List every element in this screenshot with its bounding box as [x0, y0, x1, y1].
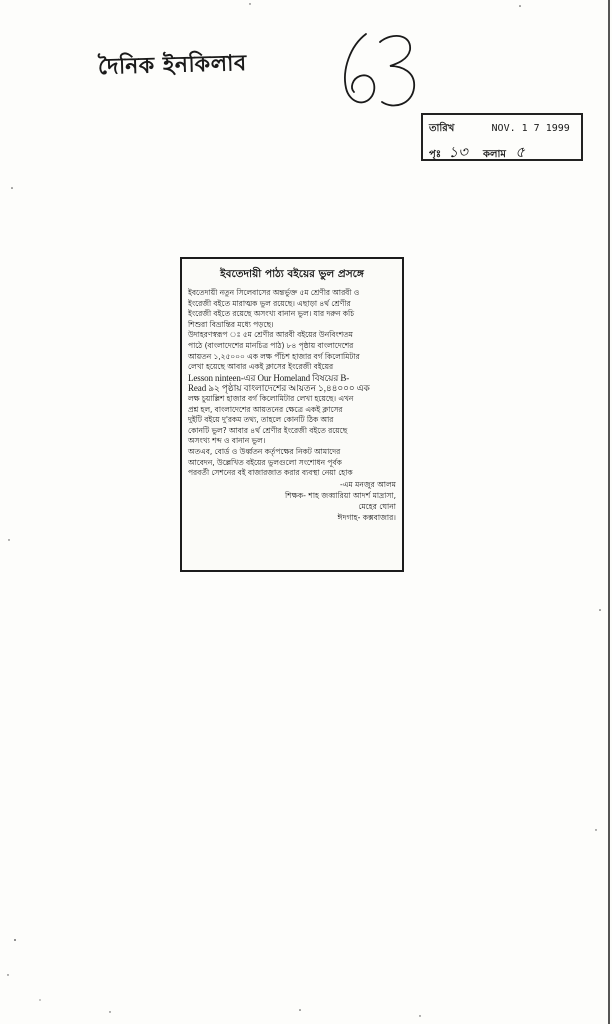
article-line: লেখা হয়েছে আবার একই ক্লাসের ইংরেজী বইয়ের: [188, 362, 334, 372]
article-line: প্রশ্ন হল, বাংলাদেশের আয়তনের ক্ষেত্রে একই ক্লাসের: [188, 404, 343, 414]
stamp-date: NOV. 1 7 1999: [491, 123, 570, 134]
article-line: Lesson ninteen-এর Our Homeland বিষয়ের B-: [188, 372, 350, 383]
article-line: ইবতেদায়ী নতুন সিলেবাসের অন্তর্ভুক্ত ৫ম শ্রেণীর আরবী ও: [188, 288, 360, 297]
article-line: Read ৯২ পৃষ্ঠায় বাংলাদেশের আয়তন ১,৪৪০০০ এক: [188, 383, 370, 394]
article-line: অসংখ্য শব্দ ও বানান ভুল।: [188, 436, 266, 446]
signature-line: মেহের ঘোনা: [358, 501, 396, 511]
signature-line: ঈদগাহ- কক্সবাজার।: [337, 512, 396, 522]
signature-line: শিক্ষক- শাহ জব্বারিয়া আদর্শ মাদ্রাসা,: [285, 490, 396, 500]
stamp-page-label: পৃঃ: [429, 149, 442, 160]
article-line: পরবর্তী সেশনের বই বাজারজাত করার ব্যবস্থা নেয়া হোক: [188, 468, 353, 478]
article-line: কোনটি ভুল? আবার ৪র্থ শ্রেণীর ইংরেজী বইতে রয়েছে: [188, 425, 348, 435]
article-line: পাঠে (বাংলাদেশের মানচিত্র পাঠ) ৮৪ পৃষ্ঠায় বাংলাদেশের: [188, 340, 354, 350]
newspaper-masthead: দৈনিক ইনকিলাব: [97, 50, 247, 80]
article-line: ইংরেজী বইতে রয়েছে অসংখ্য বানান ভুল। যার দরুন কচি: [188, 309, 355, 319]
article-line: দুইটি বইয়ে দু'রকম তথ্য, তাহলে কোনটি ঠিক আর: [188, 415, 334, 425]
article-line: ইংরেজী বইতে মারাত্মক ভুল রয়েছে। এছাড়া ৪র্থ শ্রেণীর: [188, 298, 351, 308]
article-line: আবেদন, উল্লেখিত বইয়ের ভুলগুলো সংশোধন পূর্বক: [188, 457, 342, 467]
stamp-column: ৫: [515, 143, 525, 161]
article-line: আয়তন ১,২৫০০০ এক লক্ষ পঁচিশ হাজার বর্গ কিলোমিটার: [188, 351, 360, 361]
article-line: লক্ষ চুয়াল্লিশ হাজার বর্গ কিলোমিটার লেখা হয়েছে। এখন: [188, 393, 354, 403]
article-line: অতএব, বোর্ড ও উর্ধ্বতন কর্তৃপক্ষের নিকট আমাদের: [188, 446, 341, 456]
article-line: শিশুরা বিভ্রান্তির মধ্যে পড়ছে।: [188, 319, 274, 329]
article-headline: ইবতেদায়ী পাঠ্য বইয়ের ভুল প্রসঙ্গে: [220, 268, 364, 280]
stamp-column-label: কলাম: [483, 149, 506, 160]
stamp-date-label: তারিখ: [429, 123, 455, 134]
stamp-page: ১৩: [448, 143, 468, 161]
article-line: উদাহরণস্বরূপ ঃ ৫ম শ্রেণীর আরবী বইয়ের উনবিংশতম: [188, 330, 353, 340]
signature-line: -এম মনজুর আলম: [339, 479, 396, 489]
